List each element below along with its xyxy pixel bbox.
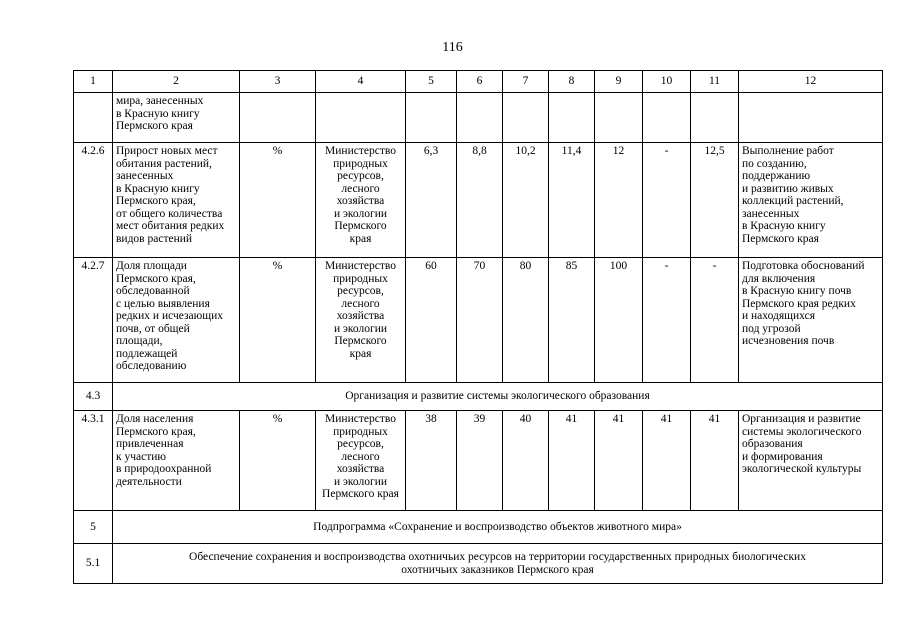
col-header: 12: [739, 71, 883, 93]
row-number: 4.2.6: [74, 143, 113, 258]
indicator-value: 41: [595, 411, 643, 511]
indicator-value: [457, 93, 503, 143]
row-number: [74, 93, 113, 143]
indicator-value: 100: [595, 258, 643, 383]
indicator-value: 40: [503, 411, 549, 511]
indicator-value: 8,8: [457, 143, 503, 258]
col-header: 7: [503, 71, 549, 93]
section-row: [74, 383, 883, 411]
indicator-value: -: [643, 258, 691, 383]
indicator-name: Прирост новых мест обитания растений, занесенных в Красную книгу Пермского края, от общего количества мест обитания редких видов растений: [113, 143, 240, 258]
indicator-value: 38: [406, 411, 457, 511]
indicator-value: 80: [503, 258, 549, 383]
indicator-value: 41: [691, 411, 739, 511]
indicator-row: [74, 93, 883, 143]
executor: [316, 93, 406, 143]
indicator-value: 85: [549, 258, 595, 383]
column-number-row: [74, 71, 883, 93]
unit: %: [240, 143, 316, 258]
indicator-value: [691, 93, 739, 143]
indicator-value: 12: [595, 143, 643, 258]
row-number: 5.1: [74, 544, 113, 584]
table-body: [74, 93, 883, 584]
section-title: Организация и развитие системы экологического образования: [113, 383, 883, 411]
indicator-value: -: [691, 258, 739, 383]
section-title: Обеспечение сохранения и воспроизводства охотничьих ресурсов на территории государственных природных биологических охотничьих заказников Пермского края: [113, 544, 883, 584]
indicator-value: 39: [457, 411, 503, 511]
col-header: 9: [595, 71, 643, 93]
indicator-value: 70: [457, 258, 503, 383]
indicator-row: [74, 411, 883, 511]
page-number: 116: [442, 40, 463, 55]
col-header: 3: [240, 71, 316, 93]
executor: Министерство природных ресурсов, лесного хозяйства и экологии Пермского края: [316, 411, 406, 511]
col-header: 4: [316, 71, 406, 93]
executor: Министерство природных ресурсов, лесного хозяйства и экологии Пермского края: [316, 258, 406, 383]
indicator-value: 11,4: [549, 143, 595, 258]
indicator-value: [406, 93, 457, 143]
col-header: 8: [549, 71, 595, 93]
indicator-name: Доля населения Пермского края, привлеченная к участию в природоохранной деятельности: [113, 411, 240, 511]
indicator-value: [595, 93, 643, 143]
col-header: 10: [643, 71, 691, 93]
indicator-row: [74, 258, 883, 383]
col-header: 1: [74, 71, 113, 93]
row-number: 4.3.1: [74, 411, 113, 511]
unit: %: [240, 258, 316, 383]
indicator-row: [74, 143, 883, 258]
indicator-value: 41: [549, 411, 595, 511]
section-title: Подпрограмма «Сохранение и воспроизводство объектов животного мира»: [113, 511, 883, 544]
col-header: 5: [406, 71, 457, 93]
indicator-value: 10,2: [503, 143, 549, 258]
indicator-value: -: [643, 143, 691, 258]
col-header: 6: [457, 71, 503, 93]
row-number: 4.2.7: [74, 258, 113, 383]
measures: [739, 93, 883, 143]
indicator-value: 41: [643, 411, 691, 511]
section-row: [74, 544, 883, 584]
measures: Подготовка обоснований для включения в Красную книгу почв Пермского края редких и находящихся под угрозой исчезновения почв: [739, 258, 883, 383]
col-header: 2: [113, 71, 240, 93]
indicator-name: Доля площади Пермского края, обследованной с целью выявления редких и исчезающих почв, от общей площади, подлежащей обследованию: [113, 258, 240, 383]
indicator-value: [549, 93, 595, 143]
col-header: 11: [691, 71, 739, 93]
indicator-value: [643, 93, 691, 143]
indicator-value: 6,3: [406, 143, 457, 258]
measures: Организация и развитие системы экологического образования и формирования экологической культуры: [739, 411, 883, 511]
executor: Министерство природных ресурсов, лесного хозяйства и экологии Пермского края: [316, 143, 406, 258]
indicator-name: мира, занесенных в Красную книгу Пермского края: [113, 93, 240, 143]
indicator-value: [503, 93, 549, 143]
row-number: 5: [74, 511, 113, 544]
row-number: 4.3: [74, 383, 113, 411]
indicator-value: 60: [406, 258, 457, 383]
unit: [240, 93, 316, 143]
measures: Выполнение работ по созданию, поддержанию и развитию живых коллекций растений, занесенных в Красную книгу Пермского края: [739, 143, 883, 258]
section-row: [74, 511, 883, 544]
unit: %: [240, 411, 316, 511]
indicator-value: 12,5: [691, 143, 739, 258]
indicators-table: [73, 70, 883, 584]
